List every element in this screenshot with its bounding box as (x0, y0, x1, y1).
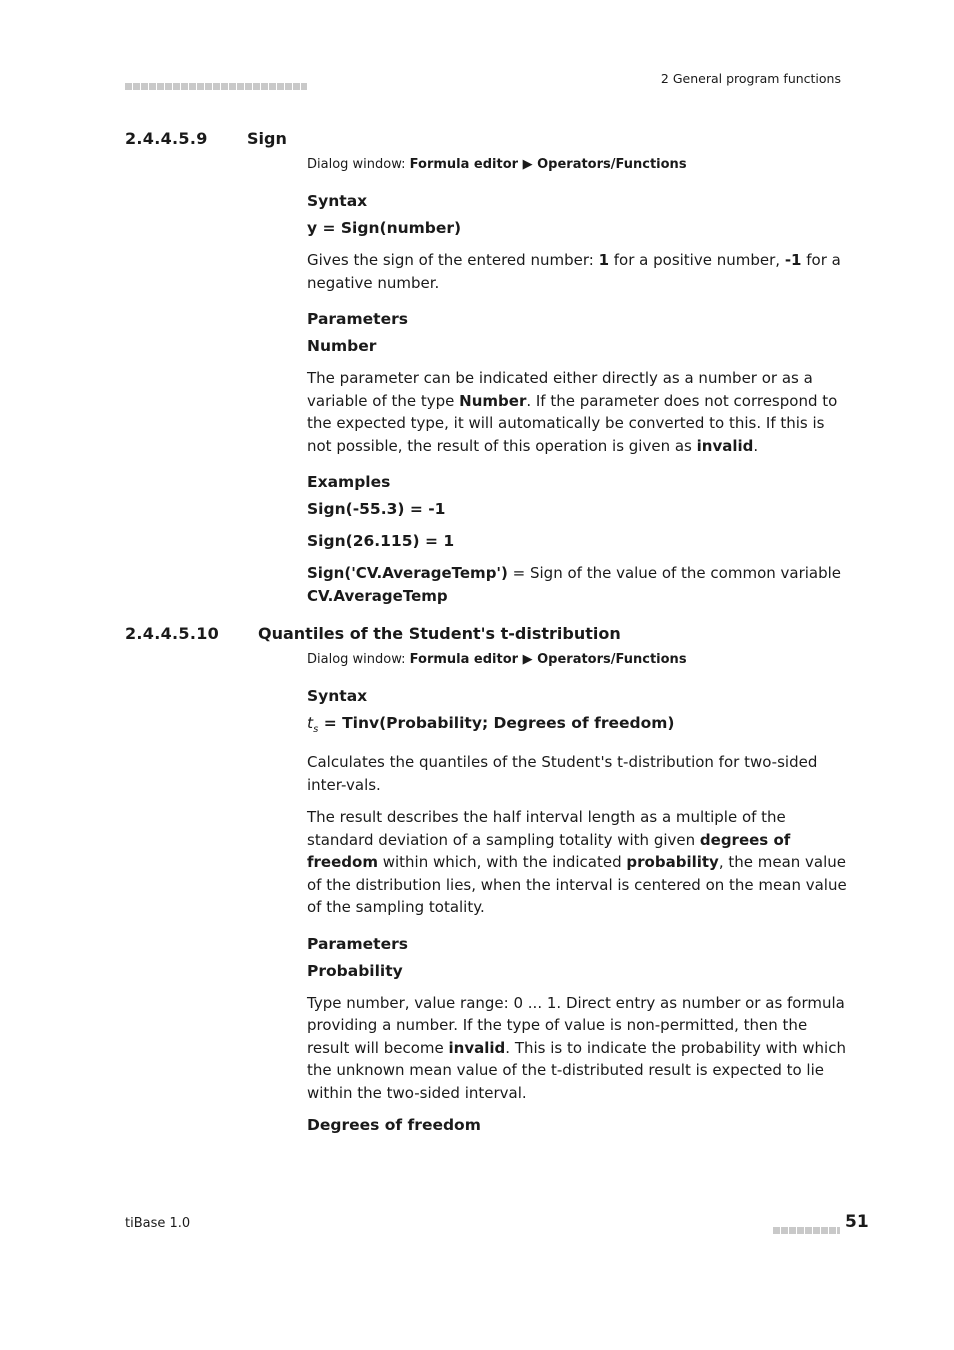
running-header: 2 General program functions (660, 71, 841, 86)
example-3: Sign('CV.AverageTemp') = Sign of the value of the common variable CV.AverageTemp (307, 564, 842, 605)
section-title: Quantiles of the Student's t-distribution (258, 624, 621, 643)
example-2: Sign(26.115) = 1 (307, 532, 455, 550)
description: Gives the sign of the entered number: 1 for a positive number, -1 for a negative number. (307, 251, 841, 292)
syntax-heading: Syntax (307, 192, 368, 210)
example-1: Sign(-55.3) = -1 (307, 500, 446, 518)
parameters-heading: Parameters (307, 310, 408, 328)
description-1: Calculates the quantiles of the Student's t-distribution for two-sided inter-vals. (307, 753, 818, 794)
parameter-name-probability: Probability (307, 961, 403, 980)
parameter-name-degrees-of-freedom: Degrees of freedom (307, 1116, 481, 1135)
section-title: Sign (247, 129, 287, 148)
section-sign-body (307, 190, 847, 607)
footer-decoration (773, 1219, 840, 1238)
footer-product: tiBase 1.0 (125, 1216, 191, 1231)
syntax-heading: Syntax (307, 687, 368, 705)
parameter-description-probability: Type number, value range: 0 ... 1. Direct entry as number or as formula providing a number. If the type of value is non-permitted, then the result will become invalid. This is to indicate the probability with which the unknown mean value of the t-distributed result is expected to lie within the two-sided interval. (307, 993, 846, 1102)
section-number: 2.4.4.5.9 (125, 129, 208, 148)
parameter-description: The parameter can be indicated either directly as a number or as a variable of the type Number. If the parameter does not correspond to the expected type, it will automatically be converted to this. If this is not possible, the result of this operation is given as invalid. (307, 369, 838, 455)
parameters-heading: Parameters (307, 934, 408, 953)
header-decoration (125, 75, 307, 94)
syntax-formula: y = Sign(number) (307, 219, 462, 237)
dialog-path: Dialog window: Formula editor ▶ Operators/Functions (307, 652, 687, 667)
section-tinv-body (307, 685, 847, 1136)
dialog-path: Dialog window: Formula editor ▶ Operators/Functions (307, 157, 687, 172)
section-number: 2.4.4.5.10 (125, 624, 220, 643)
parameter-name: Number (307, 337, 377, 355)
examples-heading: Examples (307, 473, 391, 491)
description-2: The result describes the half interval length as a multiple of the standard deviation of a sampling totality with given degrees of freedom within which, with the indicated probability, the mean value of the distribution lies, when the interval is centered on the mean value of the sampling totality. (307, 808, 847, 917)
syntax-formula: $t_s$ = Tinv(Probability; Degrees of freedom) (307, 714, 675, 736)
page-number: 51 (845, 1212, 869, 1232)
